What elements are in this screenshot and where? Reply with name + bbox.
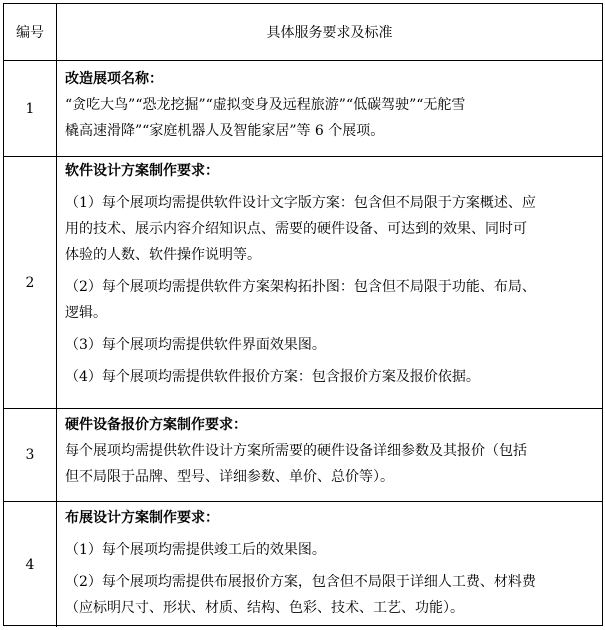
row-number: 4 bbox=[4, 502, 57, 627]
row-title: 软件设计方案制作要求： bbox=[65, 163, 219, 179]
row-line: （2）每个展项均需提供软件方案架构拓扑图：包含但不局限于功能、布局、 bbox=[65, 279, 536, 295]
row-content bbox=[57, 157, 602, 408]
requirements-table bbox=[3, 3, 603, 626]
row-line: 每个展项均需提供软件设计方案所需要的硬件设备详细参数及其报价（包括 bbox=[65, 443, 527, 459]
header-number: 编号 bbox=[4, 4, 57, 60]
row-line: 逻辑。 bbox=[65, 305, 107, 321]
row-number: 2 bbox=[4, 157, 57, 408]
table-row bbox=[4, 61, 602, 157]
row-title: 硬件设备报价方案制作要求： bbox=[65, 417, 247, 433]
row-number: 1 bbox=[4, 61, 57, 156]
row-title: 布展设计方案制作要求： bbox=[65, 510, 219, 526]
row-line: “贪吃大鸟”“恐龙挖掘”“虚拟变身及远程旅游”“低碳驾驶”“无舵雪 bbox=[65, 97, 466, 113]
row-line: （应标明尺寸、形状、材质、结构、色彩、技术、工艺、功能）。 bbox=[65, 600, 464, 616]
row-line: （1）每个展项均需提供竣工后的效果图。 bbox=[65, 542, 326, 558]
row-line: 但不局限于品牌、型号、详细参数、单价、总价等）。 bbox=[65, 469, 394, 485]
row-line: 体验的人数、软件操作说明等。 bbox=[65, 247, 261, 263]
table-row bbox=[4, 157, 602, 409]
header-requirement: 具体服务要求及标准 bbox=[266, 25, 393, 41]
row-line: （3）每个展项均需提供软件界面效果图。 bbox=[65, 337, 326, 353]
row-title: 改造展项名称： bbox=[65, 71, 163, 87]
row-number: 3 bbox=[4, 409, 57, 501]
row-line: 用的技术、展示内容介绍知识点、需要的硬件设备、可达到的效果、同时可 bbox=[65, 221, 527, 237]
row-content bbox=[57, 502, 602, 627]
row-line: （4）每个展项均需提供软件报价方案：包含报价方案及报价依据。 bbox=[65, 369, 480, 385]
table-row bbox=[4, 502, 602, 627]
row-line: （2）每个展项均需提供布展报价方案，包含但不局限于详细人工费、材料费 bbox=[65, 574, 536, 590]
table-header-row bbox=[4, 4, 602, 61]
row-content bbox=[57, 61, 602, 156]
row-line: 橇高速滑降”“家庭机器人及智能家居”等 6 个展项。 bbox=[65, 123, 385, 139]
row-content bbox=[57, 409, 602, 501]
row-line: （1）每个展项均需提供软件设计文字版方案：包含但不局限于方案概述、应 bbox=[65, 195, 536, 211]
table-row bbox=[4, 409, 602, 502]
